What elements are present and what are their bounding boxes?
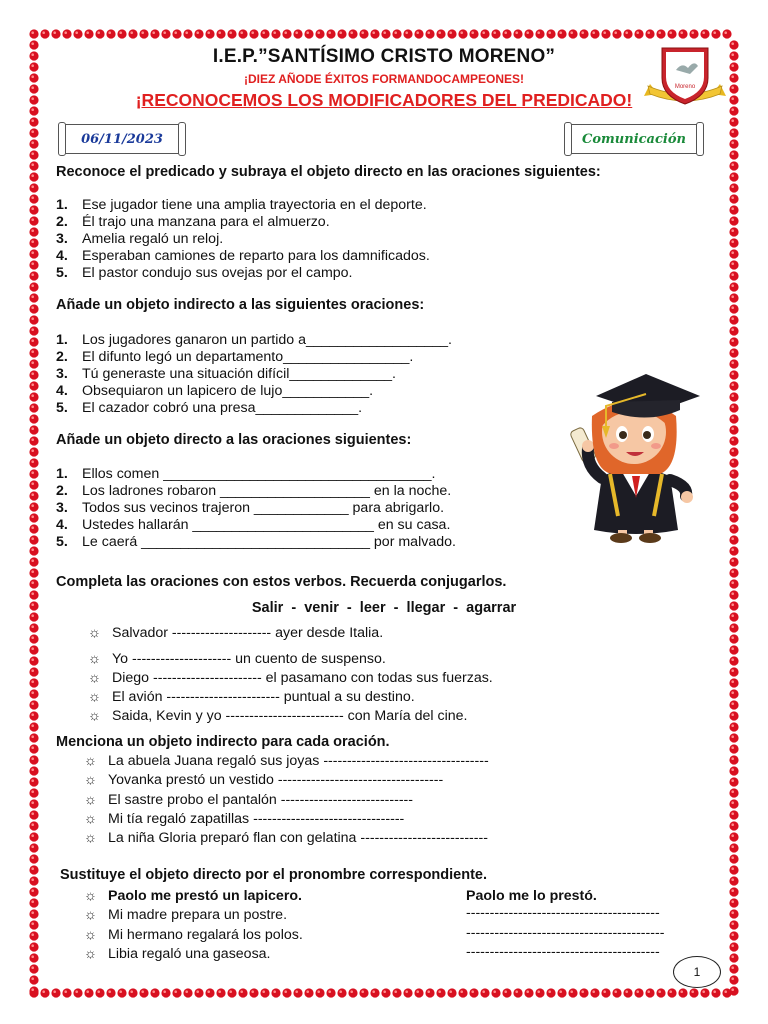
- list-item: 5. El cazador cobró una presa_____________.: [56, 399, 363, 416]
- list-item: 4. Obsequiaron un lapicero de lujo___________.: [56, 382, 374, 399]
- school-logo: [644, 44, 726, 110]
- school-motto: ¡DIEZ AÑODE ÉXITOS FORMANDOCAMPEONES!: [243, 72, 524, 86]
- logo-text: Moreno: [674, 84, 696, 90]
- sun-bullet-icon: ☼: [84, 946, 98, 962]
- example-item: ☼ Paolo me prestó un lapicero.: [84, 888, 302, 904]
- list-item: 3. Todos sus vecinos trajeron ____________ para abrigarlo.: [56, 499, 445, 516]
- list-item: ☼ Yovanka prestó un vestido -----------------------------------: [84, 772, 444, 788]
- answer-blank: -----------------------------------------: [466, 905, 660, 921]
- page-number: 1: [673, 956, 721, 988]
- section4-instruction: Completa las oraciones con estos verbos. Recuerda conjugarlos.: [56, 574, 507, 590]
- list-item: ☼ El sastre probo el pantalón ----------------------------: [84, 792, 414, 808]
- list-item: 2. Los ladrones robaron ___________________ en la noche.: [56, 482, 452, 499]
- list-item: ☼ Saida, Kevin y yo ------------------------- con María del cine.: [88, 708, 468, 724]
- sun-bullet-icon: ☼: [84, 792, 98, 808]
- sun-bullet-icon: ☼: [84, 811, 98, 827]
- section2-list: [56, 332, 452, 417]
- list-item: 3. Tú generaste una situación difícil_____________.: [56, 365, 396, 382]
- list-item: 1. Los jugadores ganaron un partido a__________________.: [56, 332, 452, 348]
- verb-list: Salir - venir - leer - llegar - agarrar: [251, 600, 517, 616]
- section5-instruction: Menciona un objeto indirecto para cada oración.: [56, 734, 390, 750]
- list-item: 3. Amelia regaló un reloj.: [56, 230, 224, 247]
- list-item: ☼ Mi hermano regalará los polos.: [84, 927, 303, 943]
- sun-bullet-icon: ☼: [84, 888, 98, 904]
- subject-scroll: [568, 124, 700, 154]
- school-title: I.E.P.”SANTÍSIMO CRISTO MORENO”: [212, 46, 556, 67]
- graduate-girl-illustration: [566, 366, 706, 544]
- sun-bullet-icon: ☼: [88, 708, 102, 724]
- list-item: ☼ Salvador --------------------- ayer desde Italia.: [88, 625, 384, 641]
- section2-instruction: Añade un objeto indirecto a las siguientes oraciones:: [56, 297, 425, 313]
- section3-list: [56, 466, 456, 551]
- list-item: 1. Ellos comen __________________________________.: [56, 466, 436, 482]
- date-scroll: [62, 124, 182, 154]
- list-item: 5. El pastor condujo sus ovejas por el campo.: [56, 264, 353, 281]
- list-item: 4. Esperaban camiones de reparto para los damnificados.: [56, 247, 430, 264]
- list-item: ☼ La abuela Juana regaló sus joyas -----------------------------------: [84, 753, 489, 769]
- answer-blank: ------------------------------------------: [466, 925, 665, 941]
- list-item: ☼ La niña Gloria preparó flan con gelatina ---------------------------: [84, 830, 488, 846]
- sun-bullet-icon: ☼: [88, 651, 102, 667]
- sun-bullet-icon: ☼: [88, 625, 102, 641]
- sun-bullet-icon: ☼: [84, 772, 98, 788]
- list-item: 2. Él trajo una manzana para el almuerzo.: [56, 213, 330, 230]
- section6-instruction: Sustituye el objeto directo por el pronombre correspondiente.: [60, 867, 488, 883]
- sun-bullet-icon: ☼: [88, 689, 102, 705]
- sun-bullet-icon: ☼: [84, 927, 98, 943]
- sun-bullet-icon: ☼: [84, 753, 98, 769]
- section1-list: [56, 197, 430, 282]
- list-item: 1. Ese jugador tiene una amplia trayectoria en el deporte.: [56, 197, 427, 213]
- answer-blank: -----------------------------------------: [466, 944, 660, 960]
- section1-instruction: Reconoce el predicado y subraya el objeto directo en las oraciones siguientes:: [56, 164, 601, 180]
- subject-text: Comunicación: [582, 131, 686, 147]
- list-item: ☼ Diego ----------------------- el pasamano con todas sus fuerzas.: [88, 670, 493, 686]
- topic-title: ¡RECONOCEMOS LOS MODIFICADORES DEL PREDICADO!: [135, 90, 633, 110]
- date-text: 06/11/2023: [81, 131, 163, 147]
- example-answer: Paolo me lo prestó.: [466, 888, 597, 904]
- list-item: ☼ Libia regaló una gaseosa.: [84, 946, 271, 962]
- list-item: ☼ Yo --------------------- un cuento de suspenso.: [88, 651, 386, 667]
- list-item: ☼ El avión ------------------------ puntual a su destino.: [88, 689, 415, 705]
- sun-bullet-icon: ☼: [88, 670, 102, 686]
- list-item: ☼ Mi madre prepara un postre.: [84, 907, 288, 923]
- sun-bullet-icon: ☼: [84, 907, 98, 923]
- list-item: ☼ Mi tía regaló zapatillas --------------------------------: [84, 811, 405, 827]
- sun-bullet-icon: ☼: [84, 830, 98, 846]
- list-item: 5. Le caerá _____________________________ por malvado.: [56, 533, 456, 550]
- section3-instruction: Añade un objeto directo a las oraciones siguientes:: [56, 432, 412, 448]
- list-item: 2. El difunto legó un departamento________________.: [56, 348, 414, 365]
- list-item: 4. Ustedes hallarán _______________________ en su casa.: [56, 516, 451, 533]
